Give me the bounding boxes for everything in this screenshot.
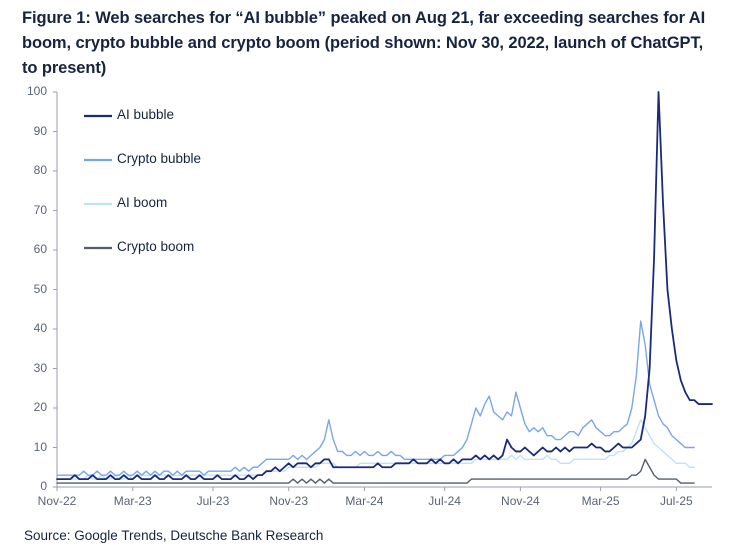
x-tick-label: Nov-22 — [37, 494, 77, 508]
y-tick-label: 40 — [33, 321, 47, 335]
y-tick-label: 20 — [33, 400, 47, 414]
y-tick-label: 60 — [33, 242, 47, 256]
y-tick-label: 100 — [26, 84, 47, 98]
y-tick-label: 0 — [40, 479, 47, 493]
legend-label-ai-boom: AI boom — [117, 195, 168, 210]
x-tick-label: Jul-23 — [196, 494, 230, 508]
x-tick-label: Mar-25 — [581, 494, 620, 508]
y-tick-label: 90 — [33, 123, 47, 138]
y-tick-label: 10 — [33, 439, 47, 454]
x-tick-label: Jul-25 — [660, 494, 693, 508]
y-tick-label: 80 — [33, 163, 47, 177]
series-line-crypto-bubble — [57, 321, 694, 475]
legend-label-crypto-boom: Crypto boom — [117, 239, 195, 254]
x-tick-label: Nov-23 — [269, 494, 309, 508]
x-tick-label: Mar-23 — [113, 494, 152, 508]
x-tick-label: Nov-24 — [501, 494, 540, 508]
y-tick-label: 50 — [33, 281, 47, 296]
legend-label-crypto-bubble: Crypto bubble — [117, 151, 202, 166]
y-tick-label: 70 — [33, 202, 47, 217]
y-tick-label: 30 — [33, 360, 47, 375]
x-tick-label: Jul-24 — [428, 494, 461, 508]
source-note: Source: Google Trends, Deutsche Bank Research — [24, 528, 324, 543]
chart-svg — [0, 84, 730, 504]
legend-label-ai-bubble: AI bubble — [117, 107, 175, 122]
figure-title: Figure 1: Web searches for “AI bubble” peaked on Aug 21, far exceeding searches for AI boom, crypto bubble and crypto boom (period shown: Nov 30, 2022, launch of ChatGPT, to present) — [22, 9, 706, 77]
x-tick-label: Mar-24 — [345, 494, 384, 508]
chart-plot-area — [0, 84, 730, 508]
series-line-ai-boom — [57, 420, 694, 479]
